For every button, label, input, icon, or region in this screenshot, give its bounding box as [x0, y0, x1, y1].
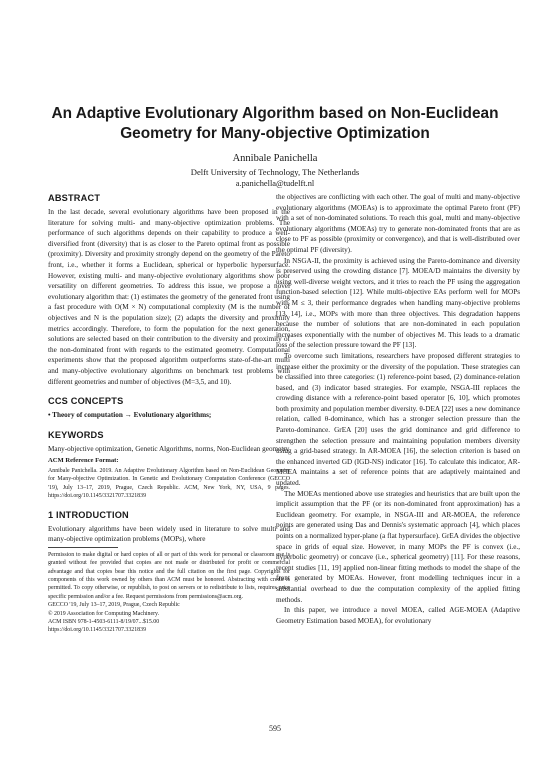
- permission-notice: Permission to make digital or hard copies of all or part of this work for personal or classroom use is granted without fee provided that copies are not made or distributed for profit or commercial advantage and that copies bear this notice and the full citation on the first page. Copyrights for components of this work owned by others than ACM must be honored. Abstracting with credit is permitted. To copy otherwise, or republish, to post on servers or to redistribute to lists, requires prior specific permission and/or a fee. Request permissions from permissions@acm.org.: [48, 551, 290, 600]
- right-column: [276, 192, 520, 626]
- keywords-heading: KEYWORDS: [48, 429, 104, 440]
- author-name: Annibale Panichella: [232, 153, 318, 164]
- introduction-heading: 1 INTRODUCTION: [48, 509, 129, 520]
- page-number: 595: [269, 724, 281, 733]
- footnote-rule: [48, 547, 118, 548]
- ccs-heading: CCS CONCEPTS: [48, 396, 124, 407]
- body-paragraph-3: To overcome such limitations, researchers have proposed different strategies to increase either the proximity or the diversity of the population. These strategies can be classified into three categories: (1) reference-point based, (2) dominance-relation based, and (3) indicator based strategies. For example, NSGA-III replaces the crowding distance with a reference-point based operator [6, 10], which promotes both proximity and population member diversity. θ-DEA [22] uses a new dominance relation, called θ-dominance, which has a stronger selection pressure than the Pareto-dominance. GrEA [20] uses the grid dominance and grid difference to strengthen the selection pressure and maintaining population members diversity using a grid-based strategy. In AR-MOEA [16], the selection criterion is based on the enhanced inverted GD (IGD-NS) indicator [16]. To calculate this indicator, AR-MOEA maintains a set of reference points that are adaptively maintained and updated.: [276, 351, 520, 488]
- acm-reference-heading: ACM Reference Format:: [48, 457, 119, 465]
- keywords-text: Many-objective optimization, Genetic Algorithms, norms, Non-Euclidean geometry: [48, 444, 290, 453]
- introduction-paragraph: Evolutionary algorithms have been widely used in literature to solve multi and many-objective optimization problems (MOPs), where: [48, 524, 290, 544]
- abstract-text: In the last decade, several evolutionary algorithms have been proposed in the literature for solving multi- and many-objective optimization problems. The performance of such algorithms depends on their capability to produce a well-diversified front (diversity) that is as closer to the Pareto optimal front as possible (proximity). Diversity and proximity strongly depend on the geometry of the Pareto front, i.e., whether it forms a Euclidean, spherical or hyperbolic hypersurface. However, existing multi- and many-objective evolutionary algorithms show poor versatility on different geometries. To address this issue, we propose a novel evolutionary algorithm that: (1) estimates the geometry of the generated front using a fast procedure with O(M × N) computational complexity (M is the number of objectives and N is the population size); (2) adapts the diversity and proximity metrics accordingly. Therefore, to form the population for the next generation, solutions are selected based on their contribution to the diversity and proximity of the non-dominated front with regards to the estimated geometry. Computational experiments show that the proposed algorithm outperforms state-of-the-art multi and many-objective evolutionary algorithms on benchmark test problems with different geometries and number of objectives (M=3,5, and 10).: [48, 208, 290, 386]
- body-paragraph-5: In this paper, we introduce a novel MOEA, called AGE-MOEA (Adaptive Geometry Estimation based MOEA), for evolutionary: [276, 606, 520, 625]
- left-column: [48, 192, 290, 635]
- copyright-line: © 2019 Association for Computing Machinery.: [48, 610, 160, 617]
- author-email: a.panichella@tudelft.nl: [235, 179, 315, 188]
- isbn-line: ACM ISBN 978-1-4503-6111-8/19/07...$15.00: [48, 618, 160, 625]
- body-paragraph-1: the objectives are conflicting with each other. The goal of multi and many-objective evolutionary algorithms (MOEAs) is to approximate the optimal Pareto front (PF) with a set of non-dominated solutions. To reach this goal, multi and many-objective evolutionary algorithms (MOEAs) try to generate non-dominated fronts that are as close to PF as possible (proximity or convergence), and that is well-distributed over the optimal PF (diversity).: [276, 193, 520, 254]
- author-affiliation: Delft University of Technology, The Netherlands: [190, 167, 360, 177]
- body-paragraph-4: The MOEAs mentioned above use strategies and heuristics that are built upon the implicit assumption that the PF (or its non-dominated front approximation) has a Euclidean geometry. For example, in NSGA-III and AR-MOEA, the reference points are generated using Das and Dennis's systematic approach [4], which places points on a normalized hyper-plane (a flat hypersurface). GrEA divides the objective space in grids of equal size. However, in many MOPs the PF is convex (i.e., hyperbolic geometry) or concave (i.e., spherical geometry) [11]. For these reasons, recent studies [11, 19] applied non-linear fitting methods to model the shape of the front generated by MOEAs. However, front modelling techniques incur in a substantial overhead to due the computation complexity of the applied fitting methods.: [276, 489, 520, 604]
- body-paragraph-2: In NSGA-II, the proximity is achieved using the Pareto-dominance and diversity is preserved using the crowding distance [7]. MOEA/D maintains the diversity by using well-diverse weight vectors, and it tries to reach the PF using the aggregation function-based selection [12]. While multi-objective EAs perform well for MOPs with M ≤ 3, their performance degrades when handling many-objective problems [13, 14], i.e., MOPs with more than three objectives. This degradation happens because the number of solutions that are non-dominated in each population increases exponentially with the number of objectives M. This leads to a dramatic loss of the selection pressure toward the PF [13].: [276, 256, 520, 350]
- acm-reference-text: Annibale Panichella. 2019. An Adaptive Evolutionary Algorithm based on Non-Euclidean Geometry for Many-objective Optimization. In Genetic and Evolutionary Computation Conference (GECCO '19), July 13–17, 2019, Prague, Czech Republic. ACM, New York, NY, USA, 9 pages. https://doi.org/10.1145/3321707.3321839: [48, 467, 290, 500]
- ccs-concepts: • Theory of computation → Evolutionary algorithms;: [48, 411, 212, 420]
- doi-line: https://doi.org/10.1145/3321707.3321839: [48, 627, 147, 634]
- paper-title: An Adaptive Evolutionary Algorithm based on Non-Euclidean Geometry for Many-objective Optimization: [51, 105, 499, 142]
- conference-line: GECCO '19, July 13–17, 2019, Prague, Czech Republic: [48, 602, 180, 609]
- abstract-heading: ABSTRACT: [48, 193, 101, 203]
